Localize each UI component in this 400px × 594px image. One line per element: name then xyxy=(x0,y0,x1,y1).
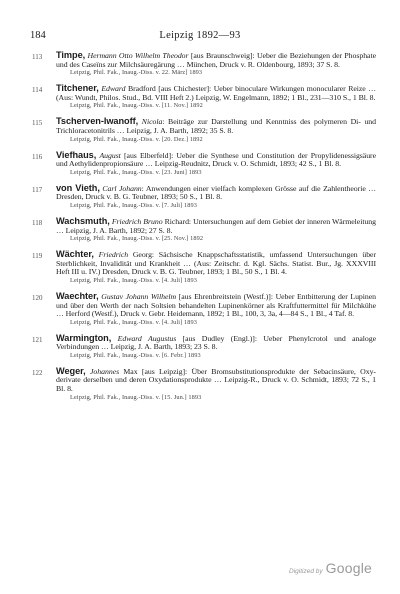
entry-note: Leipzig, Phil. Fak., Inaug.-Diss. v. [23. Juni] 1893 xyxy=(70,168,202,176)
entry-body xyxy=(56,184,376,202)
entry-first-name: Edward xyxy=(101,84,126,94)
bibliography-entry xyxy=(0,250,400,285)
entry-note: Leipzig, Phil. Fak., Inaug.-Diss. v. [4. Juli] 1893 xyxy=(70,318,197,326)
bibliography-entry xyxy=(0,151,400,177)
entry-surname: Weger, xyxy=(56,365,86,376)
google-watermark xyxy=(289,560,372,578)
entry-surname: Wächter, xyxy=(56,249,94,260)
entry-first-name: Johannes xyxy=(90,366,120,376)
entry-text: [aus Ehrenbreitstein (Westf.)]: Ueber Entbitterung der Lupinen und über den Werth der nach Soltsien behandelten Lupinenkörner als Kraftfuttermittel für Milchkühe … Herford (Westf.), Druck v. Gebr. Heidemann, 1892; 1 Bl., 100, 3, 3a, 4—84 S., 1 Bl., 4 Taf. 8. xyxy=(56,291,376,319)
entry-text: [aus Elberfeld]: Ueber die Synthese und Constitution der Propylidenessigsäure und Aethylidenpropionsäure … Leipzig-Reudnitz, Druck v. O. Schmidt, 1893; 42 S., 1 Bl. 8. xyxy=(56,150,376,169)
entry-first-name: Edward Augustus xyxy=(117,333,177,343)
entry-note: Leipzig, Phil. Fak., Inaug.-Diss. v. [20. Dez.] 1892 xyxy=(70,135,203,143)
entry-text: Richard: Untersuchungen auf dem Gebiet der inneren Wärmeleitung … Leipzig, J. A. Barth, 1892; 27 S. 8. xyxy=(56,216,376,235)
bibliography-entry xyxy=(0,334,400,360)
entry-text: [aus Braunschweig]: Ueber die Beziehungen der Phosphate und des Caseïns zur Milchsäuregärung … München, Druck v. R. Oldenbourg, 1893; 37 S. 8. xyxy=(56,51,376,69)
entry-number: 114 xyxy=(32,86,43,95)
bibliography-entry xyxy=(0,217,400,243)
entry-number: 117 xyxy=(32,185,43,194)
entry-first-name: Friedrich Bruno xyxy=(111,216,163,226)
entry-text: Max [aus Leipzig]: Über Bromsubstitutionsprodukte der Sebacinsäure, Oxy-derivate derselben und deren Oxydationsprodukte … Leipzig-R., Druck v. O. Schmidt, 1893; 72 S., 1 Bl. 8. xyxy=(56,366,376,394)
entry-note: Leipzig, Phil. Fak., Inaug.-Diss. v. [11. Nov.] 1892 xyxy=(70,102,203,110)
entry-number: 118 xyxy=(32,218,43,227)
entry-first-name: Hermann Otto Wilhelm Theodor xyxy=(87,51,189,60)
entry-text: Bradford [aus Chichester]: Ueber binoculare Wirkungen monocularer Reize … (Aus: Wundt, Philos. Stud., Bd. VIII Heft 2.) Leipzig, W. Engelmann, 1892; 1 Bl., 231—310 S., 1 Bl. 8. xyxy=(56,84,377,102)
entry-body xyxy=(56,292,376,319)
google-logo: Google xyxy=(325,560,372,576)
entry-surname: Timpe, xyxy=(56,50,86,60)
entry-note: Leipzig, Phil. Fak., Inaug.-Diss. v. [7. Juli] 1893 xyxy=(70,201,197,209)
entry-first-name: Friedrich xyxy=(98,250,129,260)
entry-body xyxy=(56,217,376,235)
entry-number: 113 xyxy=(32,53,43,61)
entry-body xyxy=(56,367,376,394)
entry-first-name: August xyxy=(99,150,121,160)
entry-body xyxy=(56,250,376,277)
watermark-prefix: Digitized by xyxy=(289,568,323,575)
bibliography-entry xyxy=(0,84,400,110)
bibliography-entry xyxy=(0,292,400,327)
entry-surname: Titchener, xyxy=(56,83,99,94)
entry-first-name: Nicola xyxy=(141,117,163,127)
entry-surname: Waechter, xyxy=(56,290,99,301)
entry-text: : Anwendungen einer vielfach komplexen Grösse auf die Zahlentheorie … Dresden, Druck v. B. G. Teubner, 1893; 50 S., 1 Bl. 8. xyxy=(56,183,376,202)
page-title: Leipzig 1892—93 xyxy=(159,30,241,41)
entry-note: Leipzig, Phil. Fak., Inaug.-Diss. v. [6. Febr.] 1893 xyxy=(70,351,201,359)
entry-note: Leipzig, Phil. Fak., Inaug.-Diss. v. [25. Nov.] 1892 xyxy=(70,235,204,243)
entry-first-name: Carl Johann xyxy=(102,183,142,193)
bibliography-entry xyxy=(0,51,400,77)
entry-body xyxy=(56,51,376,69)
entry-note: Leipzig, Phil. Fak., Inaug.-Diss. v. [15. Jun.] 1893 xyxy=(70,393,202,401)
entry-surname: von Vieth, xyxy=(56,182,100,193)
entry-text: : Beiträge zur Darstellung und Kenntniss des polymeren Di- und Trichloracetonitrils … Leipzig, J. A. Barth, 1892; 35 S. 8. xyxy=(56,117,376,135)
entry-surname: Wachsmuth, xyxy=(56,215,110,226)
bibliography-entry xyxy=(0,117,400,143)
entry-number: 121 xyxy=(32,335,43,344)
entry-number: 120 xyxy=(32,293,43,302)
entry-number: 119 xyxy=(32,252,43,261)
running-header xyxy=(30,30,370,44)
bibliography-entry xyxy=(0,367,400,402)
entry-note: Leipzig, Phil. Fak., Inaug.-Diss. v. 22. März] 1893 xyxy=(70,69,203,77)
entry-body xyxy=(56,117,376,135)
page-number: 184 xyxy=(30,30,46,41)
entry-note: Leipzig, Phil. Fak., Inaug.-Diss. v. [4. Juli] 1893 xyxy=(70,276,197,284)
entry-number: 122 xyxy=(32,368,43,377)
entry-number: 116 xyxy=(32,152,43,161)
entry-body xyxy=(56,334,376,352)
entry-list xyxy=(0,51,400,409)
entry-surname: Warmington, xyxy=(56,332,112,343)
entry-first-name: Gustav Johann Wilhelm xyxy=(101,291,177,301)
entry-body xyxy=(56,151,376,169)
bibliography-entry xyxy=(0,184,400,210)
entry-body xyxy=(56,84,376,102)
entry-text: [aus Dudley (Engl.)]: Ueber Phenylcrotol und analoge Verbindungen … Leipzig, J. A. Barth, 1893; 23 S. 8. xyxy=(56,333,376,352)
entry-surname: Tscherven-Iwanoff, xyxy=(56,116,139,127)
entry-surname: Viefhaus, xyxy=(56,149,97,160)
entry-number: 115 xyxy=(32,119,43,128)
entry-text: Georg: Sächsische Knappschaftsstatistik, umfassend Untersuchungen über Sterblichkeit, Invalidität und Krankheit … (Aus: Zeitschr. d. Kgl. Sächs. Statist. Bur., Jg. XXXVIII Heft III u. IV.) Dresden, Druck v. B. G. Teubner, 1893; 1 Bl., 50 S., 1 Bl. 4. xyxy=(56,250,376,277)
